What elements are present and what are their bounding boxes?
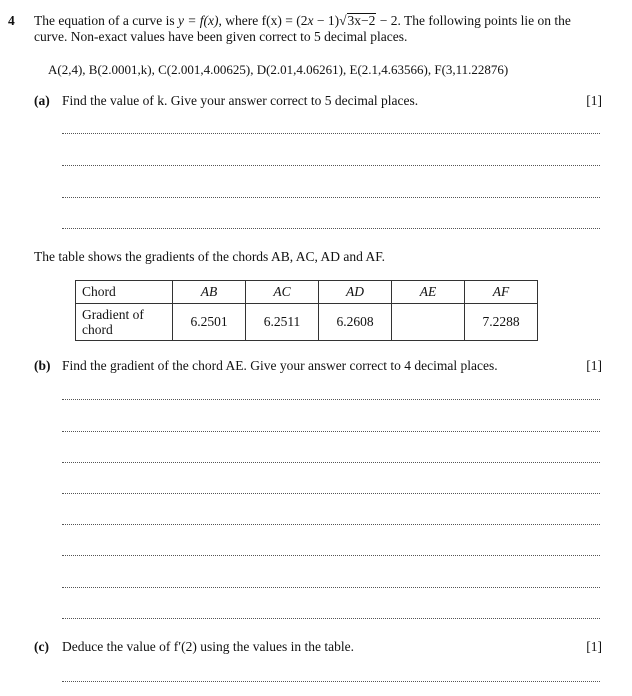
part-c-marks: [1] (586, 639, 602, 654)
header-ad: AD (319, 281, 392, 304)
part-b-label: (b) (34, 358, 51, 373)
row-label-gradient (76, 304, 173, 341)
answer-line-c1[interactable] (62, 681, 600, 682)
answer-line-b7[interactable] (62, 587, 600, 588)
answer-line-a1[interactable] (62, 133, 600, 134)
intro-text-b: , where f(x) = (2 (218, 13, 308, 28)
part-a-text: Find the value of k. Give your answer correct to 5 decimal places. (62, 93, 419, 108)
value-ac: 6.2511 (246, 304, 319, 341)
part-a-label: (a) (34, 93, 50, 108)
question-intro-line2: curve. Non-exact values have been given correct to 5 decimal places. (34, 29, 408, 44)
intro-text-c: − 1) (313, 13, 340, 28)
answer-line-b4[interactable] (62, 493, 600, 494)
answer-line-b5[interactable] (62, 524, 600, 525)
header-af: AF (465, 281, 538, 304)
value-ab: 6.2501 (173, 304, 246, 341)
part-a-marks: [1] (586, 93, 602, 108)
sqrt-symbol: √ (339, 13, 347, 28)
header-ac: AC (246, 281, 319, 304)
header-chord-label: Chord (76, 281, 173, 304)
intro-var-x: x (307, 13, 314, 28)
intro-eq-lhs: y = f(x) (177, 13, 219, 28)
value-ae-blank[interactable] (392, 304, 465, 341)
value-af: 7.2288 (465, 304, 538, 341)
header-ae: AE (392, 281, 465, 304)
answer-line-a4[interactable] (62, 228, 600, 229)
answer-line-a2[interactable] (62, 165, 600, 166)
part-b-text: Find the gradient of the chord AE. Give your answer correct to 4 decimal places. (62, 358, 498, 373)
answer-line-b3[interactable] (62, 462, 600, 463)
table-header-row (76, 281, 538, 304)
part-c-label: (c) (34, 639, 49, 654)
intro-text-a: The equation of a curve is (34, 13, 178, 28)
header-ab: AB (173, 281, 246, 304)
table-intro: The table shows the gradients of the chords AB, AC, AD and AF. (34, 249, 386, 264)
row-label-line2: chord (82, 322, 113, 337)
answer-line-b1[interactable] (62, 399, 600, 400)
part-b-marks: [1] (586, 358, 602, 373)
intro-text-d: − 2. The following points lie on the (376, 13, 571, 28)
answer-line-a3[interactable] (62, 197, 600, 198)
question-number: 4 (8, 13, 15, 28)
value-ad: 6.2608 (319, 304, 392, 341)
answer-line-b6[interactable] (62, 555, 600, 556)
part-c-text: Deduce the value of f′(2) using the values in the table. (62, 639, 354, 654)
answer-line-b2[interactable] (62, 431, 600, 432)
table-gradient-row (76, 304, 538, 341)
sqrt-content: 3x−2 (347, 13, 376, 28)
answer-line-b8[interactable] (62, 618, 600, 619)
chord-gradient-table (75, 280, 538, 341)
row-label-line1: Gradient of (82, 307, 144, 322)
points-list: A(2,4), B(2.0001,k), C(2.001,4.00625), D(2.01,4.06261), E(2.1,4.63566), F(3,11.22876) (48, 62, 509, 77)
question-intro-line1 (34, 13, 571, 29)
